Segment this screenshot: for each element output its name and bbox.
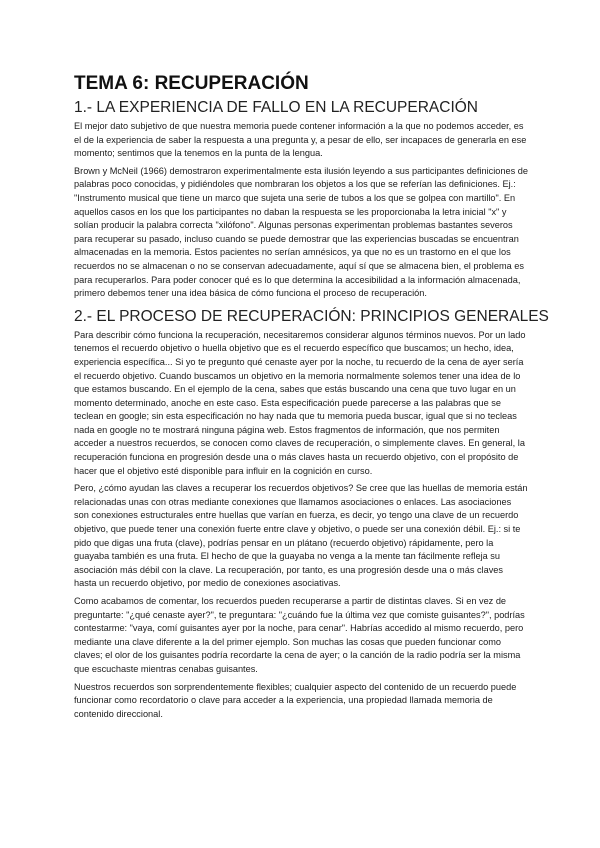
section-fallo-recuperacion <box>74 98 528 301</box>
paragraph: Brown y McNeil (1966) demostraron experimentalmente esta ilusión leyendo a sus participantes definiciones de palabras poco conocidas, y pidiéndoles que nombraran los objetos a los que se referían las definiciones. Ej.: "Instrumento musical que tiene un marco que sujeta una serie de tubos a los que se golpea con martillo". En aquellos casos en los que los participantes no daban la respuesta se les proporcionaba la letra inicial "x" y solían producir la palabra correcta "xilófono". Algunas personas experimentan problemas bastantes severos para recuperar su pasado, incluso cuando se puede demostrar que las experiencias buscadas se encuentran almacenadas en la memoria. Estos pacientes no serían amnésicos, ya que no es un trastorno en el que los recuerdos no se almacenan o no se conservan adecuadamente, aquí sí que se almacena bien, el problema es para recuperarlos. Para poder conocer qué es lo que determina la accesibilidad a la información almacenada, primero debemos tener una idea básica de cómo funciona el proceso de recuperación. <box>74 165 528 299</box>
paragraph: Pero, ¿cómo ayudan las claves a recuperar los recuerdos objetivos? Se cree que las huellas de memoria están relacionadas unas con otras mediante conexiones que llamamos asociaciones o enlaces. Las asociaciones son conexiones estructurales entre huellas que varían en fuerza, es decir, yo tengo una clave de un recuerdo objetivo, que puede tener una conexión fuerte entre clave y objetivo, o puede ser una conexión débil. Ej.: si te pido que digas una fruta (clave), podrías pensar en un plátano (recuerdo objetivo) rápidamente, pero la guayaba también es una fruta. El hecho de que la guayaba no venga a la mente tan fácilmente refleja su asociación más débil con la clave. La recuperación, por tanto, es una progresión desde una o más claves hasta un recuerdo objetivo, por medio de conexiones asociativas. <box>74 483 528 589</box>
document-title: TEMA 6: RECUPERACIÓN <box>74 73 309 94</box>
document-page <box>74 72 549 725</box>
paragraph: Nuestros recuerdos son sorprendentemente flexibles; cualquier aspecto del contenido de un recuerdo puede funcionar como recordatorio o clave para acceder a la experiencia, una propiedad llamada memoria de contenido direccional. <box>74 681 517 719</box>
section-proceso-recuperacion <box>74 307 549 722</box>
section-heading: 1.- LA EXPERIENCIA DE FALLO EN LA RECUPERACIÓN <box>74 99 478 116</box>
paragraph: Como acabamos de comentar, los recuerdos pueden recuperarse a partir de distintas claves. Si en vez de preguntarte: "¿qué cenaste ayer?", te preguntara: "¿cuándo fue la última vez que comiste guisantes?", podrías contestarme: "vaya, comí guisantes ayer por la noche, para cenar". Habrías accedido al mismo recuerdo, pero mediante una clave diferente a la del primer ejemplo. Son muchas las cosas que pueden funcionar como claves; el olor de los guisantes podría recordarte la cena de ayer; o la canción de la radio podría ser la misma que escuchaste mientras cenabas guisantes. <box>74 596 525 674</box>
paragraph: Para describir cómo funciona la recuperación, necesitaremos considerar algunos términos nuevos. Por un lado tenemos el recuerdo objetivo o huella objetivo que es el recuerdo específico que buscamos; un hecho, idea, experiencia específica... Si yo te pregunto qué cenaste ayer por la noche, tu recuerdo de la cena de ayer sería el recuerdo objetivo. Cuando buscamos un objetivo en la memoria normalmente solemos tener una idea de lo que estamos buscando. En el ejemplo de la cena, sabes que estás buscando una cena que tuvo lugar en un momento determinado, anoche en este caso. Esta especificación puede parecerse a las palabras que se teclean en google; sin esta especificación no hay nada que tu memoria pueda buscar, igual que si no tecleas nada en google no te mostrará ninguna página web. Estos fragmentos de información, que nos permiten acceder a nuestros recuerdos, se conocen como claves de recuperación, o simplemente claves. En general, la recuperación funciona en progresión desde una o más claves hasta un recuerdo objetivo, con el propósito de hacer que el objetivo esté disponible para influir en la cognición en curso. <box>74 329 526 476</box>
section-heading: 2.- EL PROCESO DE RECUPERACIÓN: PRINCIPIOS GENERALES <box>74 307 549 325</box>
paragraph: El mejor dato subjetivo de que nuestra memoria puede contener información a la que no podemos acceder, es el de la experiencia de saber la respuesta a una pregunta y, a pesar de ello, ser incapaces de generarla en ese momento; sentimos que la tenemos en la punta de la lengua. <box>74 121 527 159</box>
